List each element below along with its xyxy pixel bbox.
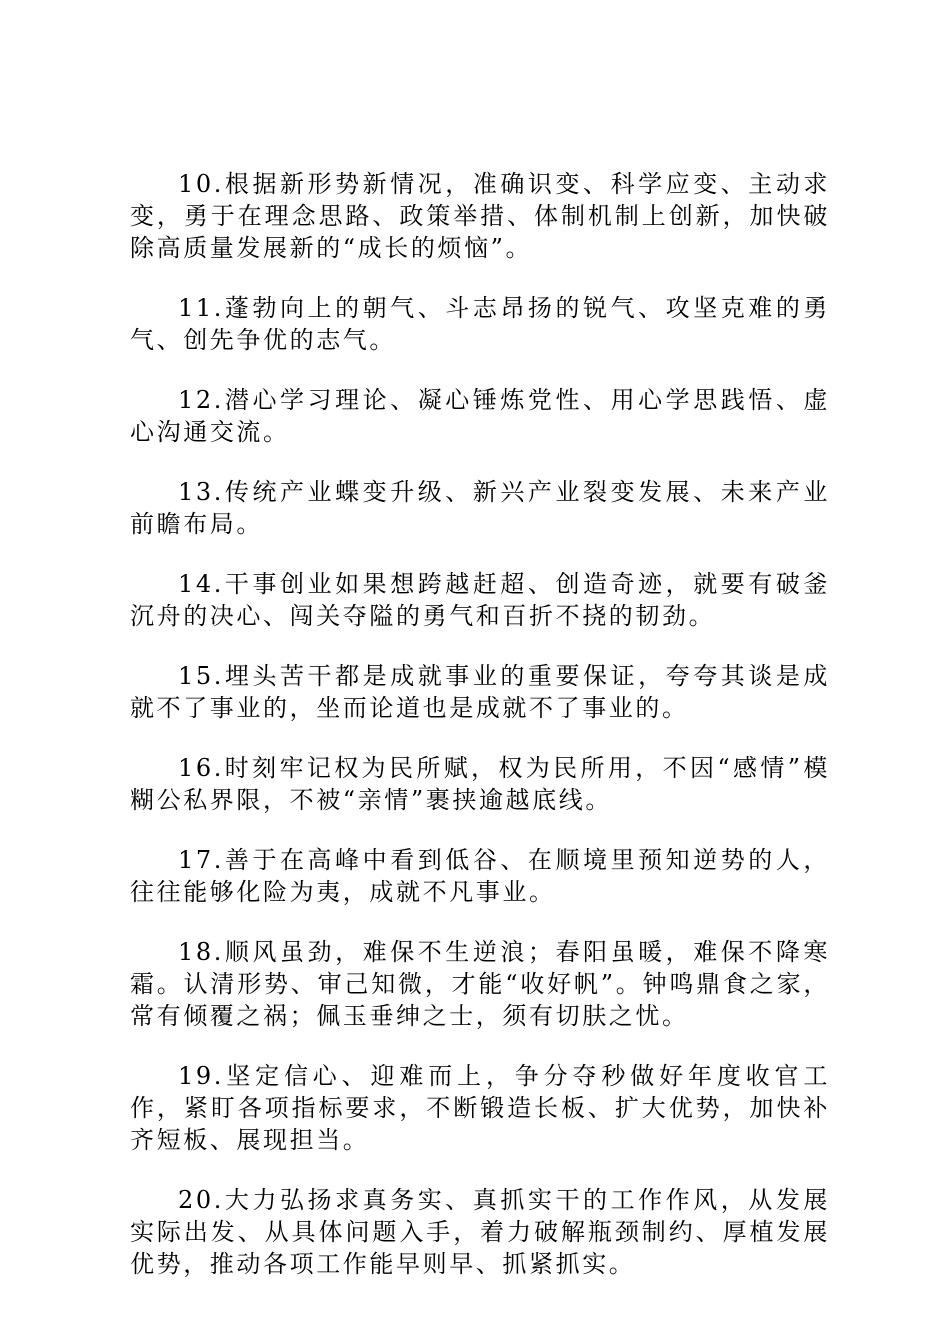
paragraph-17: 17.善于在高峰中看到低谷、在顺境里预知逆势的人，往往能够化险为夷，成就不凡事业。 [130,846,830,906]
paragraph-18: 18.顺风虽劲，难保不生逆浪；春阳虽暖，难保不降寒霜。认清形势、审己知微，才能“收好帆”。钟鸣鼎食之家，常有倾覆之祸；佩玉垂绅之士，须有切肤之忧。 [130,938,830,1030]
paragraph-19: 19.坚定信心、迎难而上，争分夺秒做好年度收官工作，紧盯各项指标要求，不断锻造长板、扩大优势，加快补齐短板、展现担当。 [130,1062,830,1154]
document-body [130,168,830,1308]
paragraph-16: 16.时刻牢记权为民所赋，权为民所用，不因“感情”模糊公私界限，不被“亲情”裹挟逾越底线。 [130,754,830,814]
paragraph-12: 12.潜心学习理论、凝心锤炼党性、用心学思践悟、虚心沟通交流。 [130,386,830,446]
paragraph-14: 14.干事创业如果想跨越赶超、创造奇迹，就要有破釜沉舟的决心、闯关夺隘的勇气和百折不挠的韧劲。 [130,570,830,630]
paragraph-11: 11.蓬勃向上的朝气、斗志昂扬的锐气、攻坚克难的勇气、创先争优的志气。 [130,294,830,354]
paragraph-15: 15.埋头苦干都是成就事业的重要保证，夸夸其谈是成就不了事业的，坐而论道也是成就不了事业的。 [130,662,830,722]
paragraph-13: 13.传统产业蝶变升级、新兴产业裂变发展、未来产业前瞻布局。 [130,478,830,538]
paragraph-10: 10.根据新形势新情况，准确识变、科学应变、主动求变，勇于在理念思路、政策举措、体制机制上创新，加快破除高质量发展新的“成长的烦恼”。 [130,170,830,262]
paragraph-20: 20.大力弘扬求真务实、真抓实干的工作作风，从发展实际出发、从具体问题入手，着力破解瓶颈制约、厚植发展优势，推动各项工作能早则早、抓紧抓实。 [130,1186,830,1278]
